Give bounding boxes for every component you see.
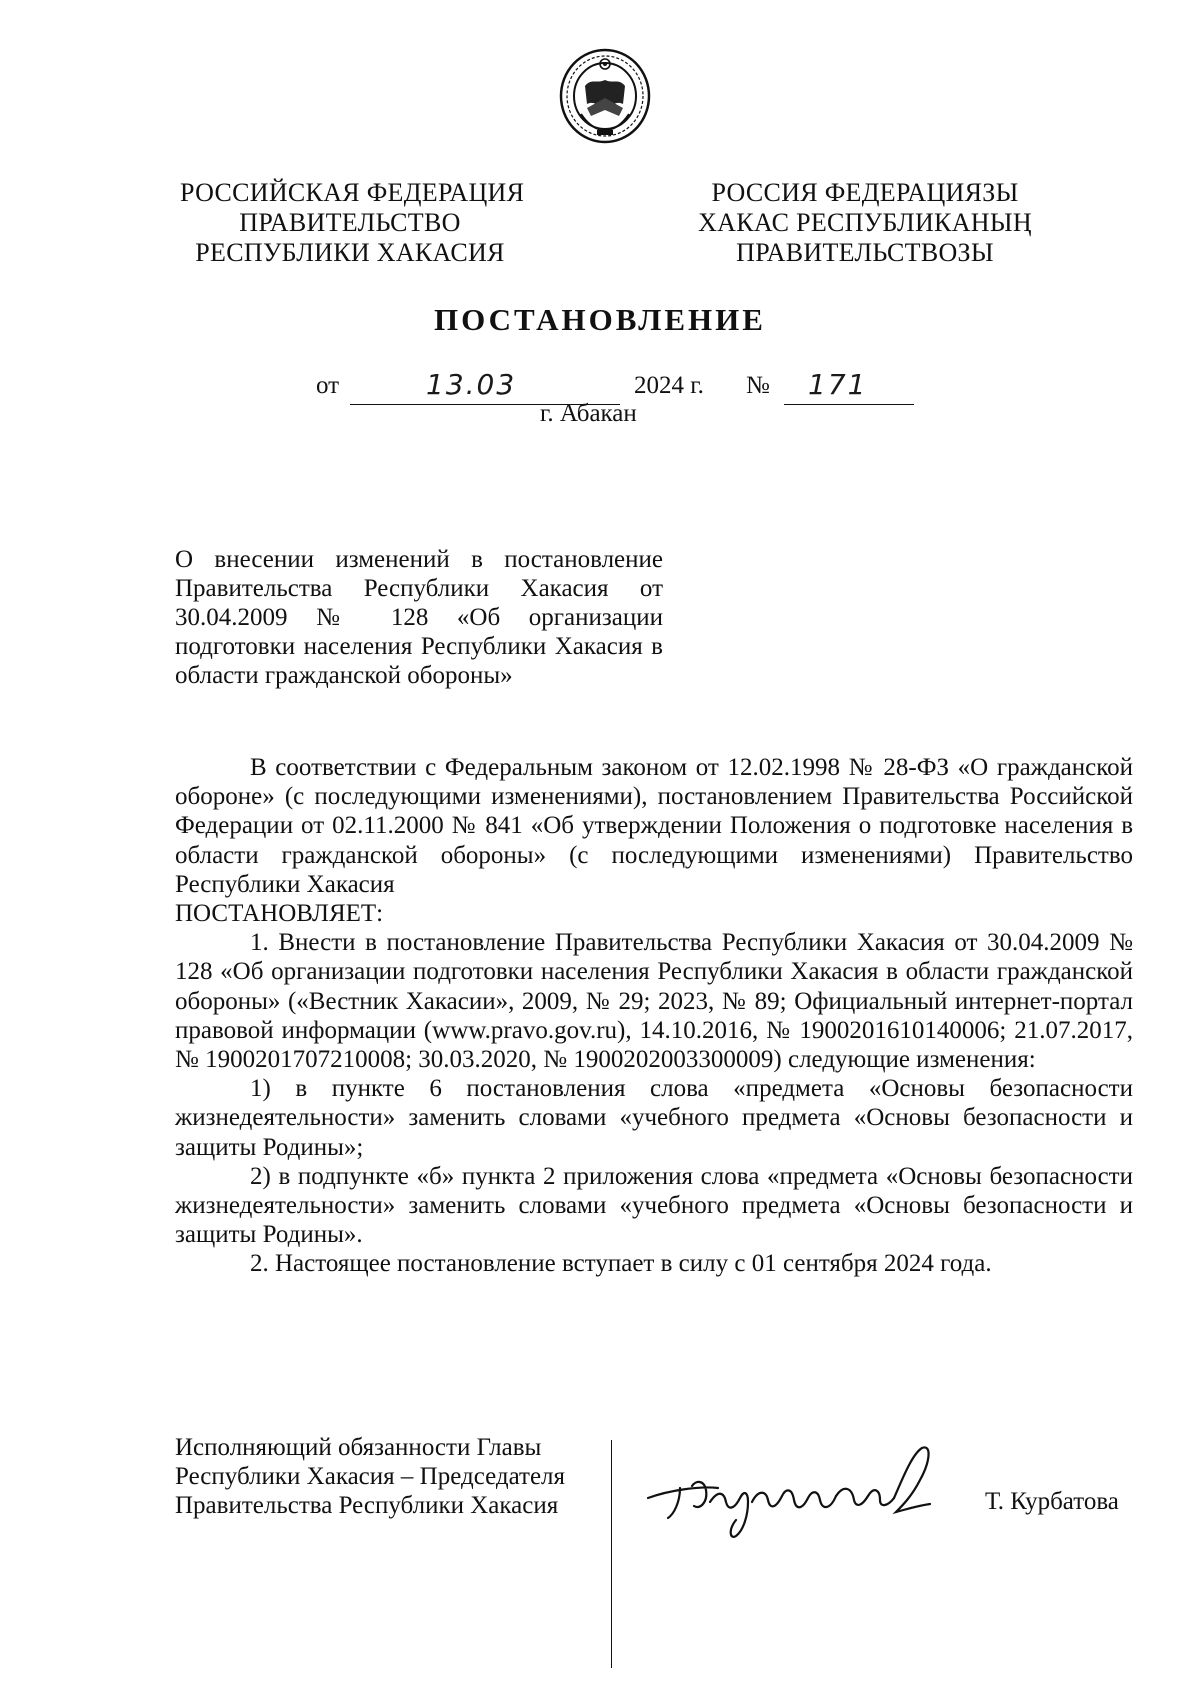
city-label: г. Абакан	[540, 400, 637, 427]
resolution-body	[175, 753, 1133, 1279]
header-left-line: РЕСПУБЛИКИ ХАКАСИЯ	[195, 238, 505, 267]
resolution-subject: О внесении изменений в постановление Правительства Республики Хакасия от 30.04.2009 № 128 «Об организации подготовки населения Республики Хакасия в области гражданской обороны»	[175, 546, 663, 689]
position-line: Исполняющий обязанности Главы	[175, 1434, 542, 1461]
header-left-line: ПРАВИТЕЛЬСТВО	[239, 208, 461, 237]
handwritten-number: 171	[808, 368, 868, 401]
from-label: от	[316, 372, 340, 399]
position-line: Правительства Республики Хакасия	[175, 1492, 559, 1519]
coat-of-arms-emblem	[557, 44, 653, 144]
header-right-line: РОССИЯ ФЕДЕРАЦИЯЗЫ	[711, 178, 1019, 207]
year-label: 2024 г.	[634, 372, 704, 399]
signatory-position	[175, 1433, 595, 1520]
clause-1-sub-2: 2) в подпункте «б» пункта 2 приложения слова «предмета «Основы безопасности жизнедеятельности» заменить словами «учебного предмета «Основы безопасности и защиты Родины».	[175, 1162, 1133, 1249]
header-right-line: ПРАВИТЕЛЬСТВОЗЫ	[736, 238, 994, 267]
position-line: Республики Хакасия – Председателя	[175, 1463, 566, 1490]
clause-2: 2. Настоящее постановление вступает в силу с 01 сентября 2024 года.	[250, 1250, 992, 1278]
resolves-keyword: ПОСТАНОВЛЯЕТ:	[175, 900, 384, 928]
header-right-line: ХАКАС РЕСПУБЛИКАНЫҢ	[698, 208, 1032, 237]
header-left-russian	[180, 178, 525, 268]
handwritten-signature	[640, 1440, 970, 1550]
handwritten-date: 13.03	[426, 368, 517, 401]
clause-1-sub-1: 1) в пункте 6 постановления слова «предмета «Основы безопасности жизнедеятельности» заменить словами «учебного предмета «Основы безопасности и защиты Родины»;	[175, 1075, 1133, 1161]
signature-divider	[611, 1440, 612, 1668]
clause-1: 1. Внести в постановление Правительства Республики Хакасия от 30.04.2009 № 128 «Об организации подготовки населения Республики Хакасия в области гражданской обороны» («Вестник Хакасии», 2009, № 29; 2023, № 89; Официальный интернет-портал правовой информации (www.pravo.gov.ru), 14.10.2016, № 1900201610140006; 21.07.2017, № 1900201707210008; 30.03.2020, № 1900202003300009) следующие изменения:	[175, 929, 1133, 1074]
document-type-title: ПОСТАНОВЛЕНИЕ	[434, 302, 766, 337]
signer-name: Т. Курбатова	[985, 1488, 1119, 1515]
header-right-khakas	[695, 178, 1035, 268]
preamble-paragraph: В соответствии с Федеральным законом от 12.02.1998 № 28-ФЗ «О гражданской обороне» (с последующими изменениями), постановлением Правительства Российской Федерации от 02.11.2000 № 841 «Об утверждении Положения о подготовке населения в области гражданской обороны» (с последующими изменениями) Правительство Республики Хакасия	[175, 754, 1133, 898]
header-left-line: РОССИЙСКАЯ ФЕДЕРАЦИЯ	[180, 178, 525, 207]
number-label: №	[746, 372, 770, 399]
